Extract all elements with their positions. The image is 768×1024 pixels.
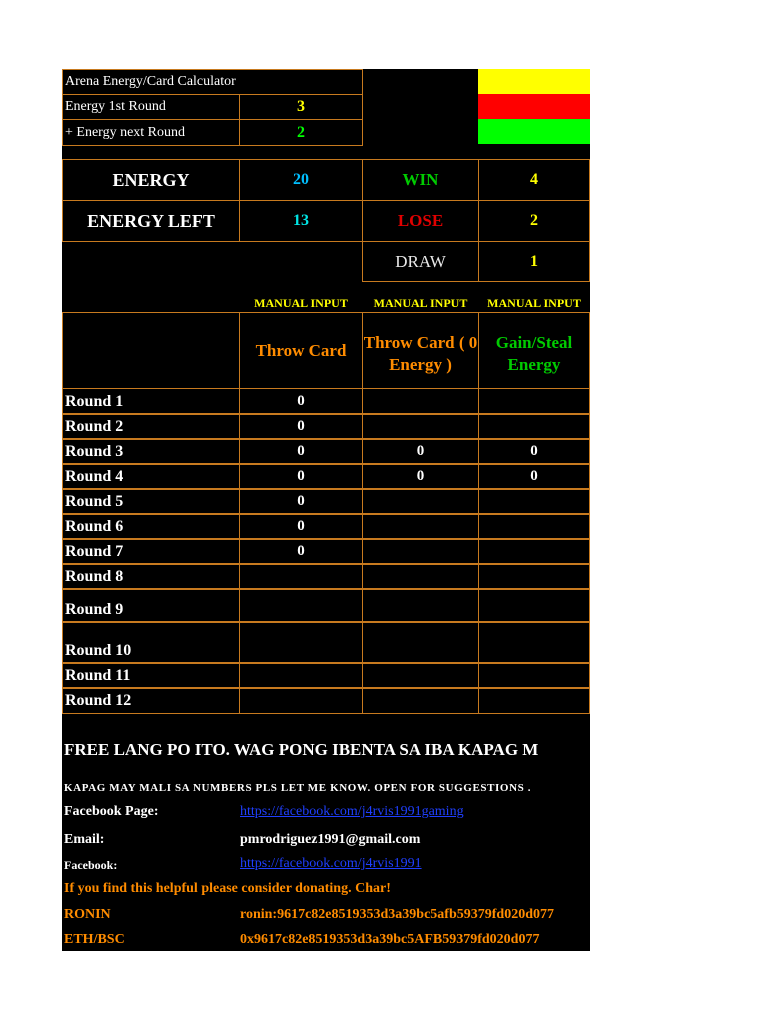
throw-card-cell[interactable]: [239, 687, 363, 714]
gain-steal-header[interactable]: Gain/Steal Energy: [478, 312, 590, 389]
win-value[interactable]: 4: [478, 159, 590, 201]
energy-next-value[interactable]: 2: [239, 119, 363, 146]
throw-card-cell[interactable]: 0: [239, 463, 363, 490]
energy-left-label[interactable]: ENERGY LEFT: [62, 200, 240, 242]
throw-card-zero-cell[interactable]: 0: [362, 463, 479, 490]
throw-card-cell[interactable]: [239, 621, 363, 664]
gain-steal-cell[interactable]: [478, 388, 590, 415]
lose-value[interactable]: 2: [478, 200, 590, 242]
throw-card-zero-cell[interactable]: [362, 621, 479, 664]
manual-input-label-2: MANUAL INPUT: [373, 295, 468, 310]
ronin-address[interactable]: ronin:9617c82e8519353d3a39bc5afb59379fd020d077: [240, 907, 554, 922]
feedback-text: KAPAG MAY MALI SA NUMBERS PLS LET ME KNOW. OPEN FOR SUGGESTIONS .: [64, 782, 532, 794]
gain-steal-cell[interactable]: [478, 488, 590, 515]
gain-steal-cell[interactable]: [478, 662, 590, 689]
email-label: Email:: [64, 832, 105, 847]
energy-label[interactable]: ENERGY: [62, 159, 240, 201]
legend-red: [478, 94, 590, 119]
round-label[interactable]: Round 6: [62, 513, 240, 540]
round-label[interactable]: Round 12: [62, 687, 240, 714]
gain-steal-cell[interactable]: [478, 621, 590, 664]
throw-card-zero-cell[interactable]: [362, 588, 479, 623]
donate-text: If you find this helpful please consider donating. Char!: [64, 881, 391, 896]
energy-left-value[interactable]: 13: [239, 200, 363, 242]
throw-card-zero-cell[interactable]: [362, 513, 479, 540]
throw-card-cell[interactable]: [239, 563, 363, 590]
spreadsheet: [62, 69, 590, 951]
round-label[interactable]: Round 10: [62, 621, 240, 664]
throw-card-cell[interactable]: 0: [239, 538, 363, 565]
throw-card-cell[interactable]: [239, 662, 363, 689]
lose-label[interactable]: LOSE: [362, 200, 479, 242]
throw-card-cell[interactable]: [239, 588, 363, 623]
round-label[interactable]: Round 2: [62, 413, 240, 440]
energy-first-label[interactable]: Energy 1st Round: [62, 94, 240, 120]
round-label[interactable]: Round 5: [62, 488, 240, 515]
round-header-blank[interactable]: [62, 312, 240, 389]
notice-text: FREE LANG PO ITO. WAG PONG IBENTA SA IBA KAPAG M: [64, 740, 539, 759]
round-label[interactable]: Round 3: [62, 438, 240, 465]
draw-label[interactable]: DRAW: [362, 241, 479, 282]
eth-address[interactable]: 0x9617c82e8519353d3a39bc5AFB59379fd020d077: [240, 932, 540, 947]
throw-card-cell[interactable]: 0: [239, 438, 363, 465]
energy-next-label[interactable]: + Energy next Round: [62, 119, 240, 146]
round-label[interactable]: Round 11: [62, 662, 240, 689]
facebook-page-link[interactable]: https://facebook.com/j4rvis1991gaming: [240, 804, 464, 819]
round-label[interactable]: Round 7: [62, 538, 240, 565]
legend-yellow: [478, 69, 590, 94]
throw-card-zero-cell[interactable]: [362, 687, 479, 714]
throw-card-zero-cell[interactable]: [362, 488, 479, 515]
gain-steal-cell[interactable]: [478, 563, 590, 590]
ronin-label: RONIN: [64, 907, 111, 922]
round-label[interactable]: Round 4: [62, 463, 240, 490]
throw-card-zero-cell[interactable]: 0: [362, 438, 479, 465]
energy-value[interactable]: 20: [239, 159, 363, 201]
manual-input-label-1: MANUAL INPUT: [254, 295, 348, 310]
calculator-title[interactable]: Arena Energy/Card Calculator: [62, 69, 363, 95]
round-label[interactable]: Round 1: [62, 388, 240, 415]
manual-input-label-3: MANUAL INPUT: [487, 295, 581, 310]
gain-steal-cell[interactable]: [478, 513, 590, 540]
throw-card-cell[interactable]: 0: [239, 513, 363, 540]
throw-card-zero-cell[interactable]: [362, 662, 479, 689]
gain-steal-cell[interactable]: [478, 687, 590, 714]
gain-steal-cell[interactable]: [478, 588, 590, 623]
facebook-link[interactable]: https://facebook.com/j4rvis1991: [240, 856, 422, 871]
throw-card-cell[interactable]: 0: [239, 488, 363, 515]
gain-steal-cell[interactable]: [478, 538, 590, 565]
throw-card-zero-cell[interactable]: [362, 388, 479, 415]
legend-green: [478, 119, 590, 144]
eth-label: ETH/BSC: [64, 932, 125, 947]
draw-value[interactable]: 1: [478, 241, 590, 282]
throw-card-cell[interactable]: 0: [239, 388, 363, 415]
throw-card-cell[interactable]: 0: [239, 413, 363, 440]
throw-card-header[interactable]: Throw Card: [239, 312, 363, 389]
throw-card-zero-cell[interactable]: [362, 563, 479, 590]
round-label[interactable]: Round 9: [62, 588, 240, 623]
energy-first-value[interactable]: 3: [239, 94, 363, 120]
gain-steal-cell[interactable]: 0: [478, 463, 590, 490]
email-value[interactable]: pmrodriguez1991@gmail.com: [240, 832, 421, 847]
throw-card-zero-header[interactable]: Throw Card ( 0 Energy ): [362, 312, 479, 389]
facebook-label: Facebook:: [64, 858, 118, 872]
throw-card-zero-cell[interactable]: [362, 538, 479, 565]
win-label[interactable]: WIN: [362, 159, 479, 201]
throw-card-zero-cell[interactable]: [362, 413, 479, 440]
round-label[interactable]: Round 8: [62, 563, 240, 590]
facebook-page-label: Facebook Page:: [64, 804, 159, 819]
gain-steal-cell[interactable]: [478, 413, 590, 440]
gain-steal-cell[interactable]: 0: [478, 438, 590, 465]
